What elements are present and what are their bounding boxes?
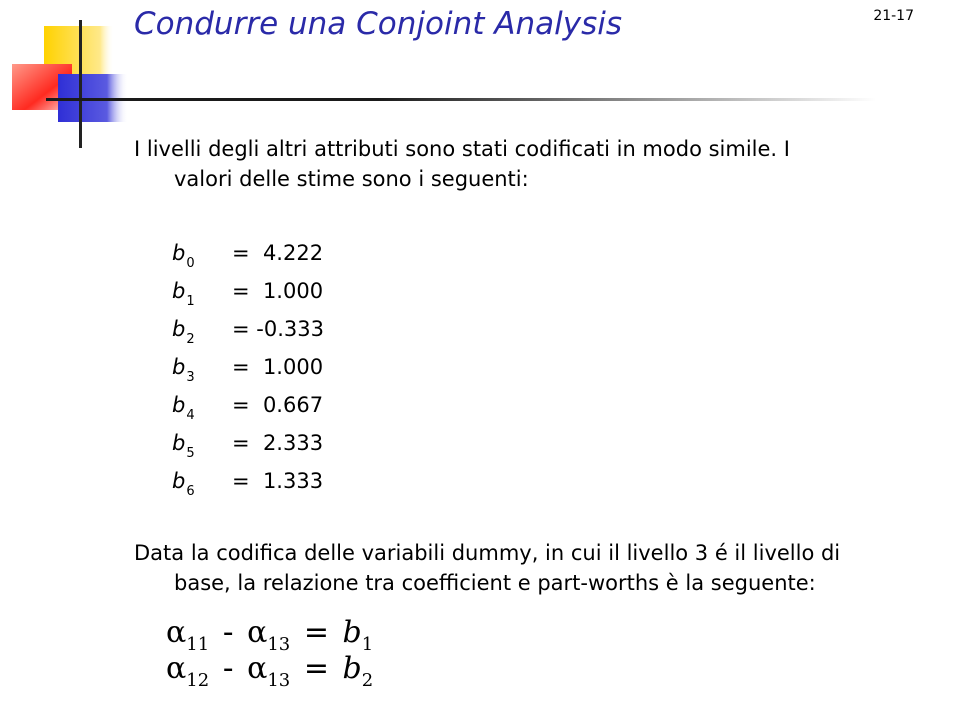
outro-line-2: base, la relazione tra coefficient e part-worths è la seguente: xyxy=(174,571,816,595)
outro-line-1: Data la codifica delle variabili dummy, in cui il livello 3 é il livello di xyxy=(134,541,841,565)
intro-line-1: I livelli degli altri attributi sono stati codificati in modo simile. I xyxy=(134,137,790,161)
coefficient-value: = 4.222 xyxy=(232,241,324,265)
intro-paragraph xyxy=(134,134,934,194)
equation-line: $\alpha_{12} - \alpha_{13} = b_2$ xyxy=(166,651,374,691)
coefficient-value: = 1.000 xyxy=(232,279,324,303)
coefficient-value: = 0.667 xyxy=(232,393,324,417)
title-divider xyxy=(46,98,876,101)
coefficient-symbol: $b_0$ xyxy=(172,241,195,271)
equation-line: $\alpha_{11} - \alpha_{13} = b_1$ xyxy=(166,615,374,655)
intro-line-2: valori delle stime sono i seguenti: xyxy=(174,167,529,191)
slide-title: Condurre una Conjoint Analysis xyxy=(134,6,622,42)
coefficient-value: = 1.333 xyxy=(232,469,324,493)
coefficient-symbol: $b_5$ xyxy=(172,431,195,461)
coefficient-value: = 1.000 xyxy=(232,355,324,379)
coefficient-symbol: $b_6$ xyxy=(172,469,195,499)
coefficient-symbol: $b_3$ xyxy=(172,355,195,385)
coefficient-symbol: $b_2$ xyxy=(172,317,195,347)
coefficient-value: = -0.333 xyxy=(232,317,324,341)
coefficient-symbol: $b_1$ xyxy=(172,279,195,309)
decorative-logo xyxy=(0,0,140,150)
coefficient-value: = 2.333 xyxy=(232,431,324,455)
coefficient-symbol: $b_4$ xyxy=(172,393,195,423)
equation-block xyxy=(166,615,374,691)
outro-paragraph xyxy=(134,538,934,598)
page-number: 21-17 xyxy=(873,8,914,24)
